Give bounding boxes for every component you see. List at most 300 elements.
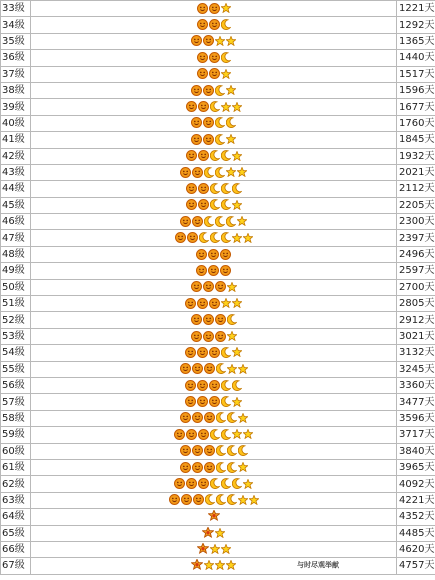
days-cell: 3245天 bbox=[397, 361, 435, 377]
sun-icon bbox=[180, 167, 191, 178]
star-icon bbox=[221, 3, 231, 13]
moon-icon bbox=[221, 150, 231, 161]
level-cell: 56级 bbox=[1, 377, 31, 393]
star-icon bbox=[221, 69, 231, 79]
days-cell: 1845天 bbox=[397, 132, 435, 148]
days-cell: 4620天 bbox=[397, 541, 435, 557]
moon-icon bbox=[215, 134, 225, 145]
sun-icon bbox=[197, 52, 208, 63]
table-row bbox=[1, 115, 435, 131]
sun-icon bbox=[198, 183, 209, 194]
star-icon bbox=[226, 560, 236, 570]
sun-icon bbox=[185, 347, 196, 358]
level-cell: 50级 bbox=[1, 279, 31, 295]
level-cell: 40级 bbox=[1, 115, 31, 131]
table-row bbox=[1, 164, 435, 180]
level-icons-cell bbox=[31, 476, 397, 492]
moon-icon bbox=[210, 150, 220, 161]
moon-icon bbox=[215, 117, 225, 128]
star-icon bbox=[227, 282, 237, 292]
level-cell: 34级 bbox=[1, 17, 31, 33]
level-icons-cell bbox=[31, 394, 397, 410]
sun-icon bbox=[185, 298, 196, 309]
level-icons-cell bbox=[31, 66, 397, 82]
moon-icon bbox=[216, 494, 226, 505]
days-cell: 2205天 bbox=[397, 197, 435, 213]
star-icon bbox=[237, 167, 247, 177]
sun-icon bbox=[198, 478, 209, 489]
table-row bbox=[1, 312, 435, 328]
level-icons-cell bbox=[31, 148, 397, 164]
level-cell: 58级 bbox=[1, 410, 31, 426]
level-icons-cell bbox=[31, 99, 397, 115]
days-cell: 3132天 bbox=[397, 345, 435, 361]
moon-icon bbox=[227, 445, 237, 456]
star-icon bbox=[238, 413, 248, 423]
sun-icon bbox=[174, 478, 185, 489]
table-row bbox=[1, 17, 435, 33]
sun-icon bbox=[191, 134, 202, 145]
moon-icon bbox=[227, 462, 237, 473]
days-cell: 4352天 bbox=[397, 509, 435, 525]
level-cell: 57级 bbox=[1, 394, 31, 410]
moon-icon bbox=[215, 85, 225, 96]
sun-icon bbox=[187, 232, 198, 243]
moon-icon bbox=[221, 396, 231, 407]
table-row bbox=[1, 328, 435, 344]
sun-icon bbox=[209, 298, 220, 309]
star-icon bbox=[238, 495, 248, 505]
moon-icon bbox=[232, 183, 242, 194]
sun-icon bbox=[180, 216, 191, 227]
table-row bbox=[1, 410, 435, 426]
days-cell: 2112天 bbox=[397, 181, 435, 197]
sun-icon bbox=[192, 363, 203, 374]
star-icon bbox=[215, 36, 225, 46]
sun-icon bbox=[175, 232, 186, 243]
sun-icon bbox=[169, 494, 180, 505]
level-cell: 39级 bbox=[1, 99, 31, 115]
days-cell: 1292天 bbox=[397, 17, 435, 33]
moon-icon bbox=[221, 183, 231, 194]
moon-icon bbox=[199, 232, 209, 243]
moon-icon bbox=[221, 232, 231, 243]
moon-icon bbox=[215, 216, 225, 227]
star-icon bbox=[249, 495, 259, 505]
sun-icon bbox=[209, 3, 220, 14]
sun-icon bbox=[198, 150, 209, 161]
sun-icon bbox=[191, 281, 202, 292]
sun-icon bbox=[198, 101, 209, 112]
sun-icon bbox=[204, 363, 215, 374]
level-cell: 48级 bbox=[1, 246, 31, 262]
level-cell: 60级 bbox=[1, 443, 31, 459]
crown-icon bbox=[197, 543, 209, 555]
level-icons-cell bbox=[31, 427, 397, 443]
table-row bbox=[1, 476, 435, 492]
sun-icon bbox=[186, 478, 197, 489]
level-icons-cell bbox=[31, 492, 397, 508]
sun-icon bbox=[215, 331, 226, 342]
sun-icon bbox=[192, 216, 203, 227]
level-cell: 55级 bbox=[1, 361, 31, 377]
days-cell: 3596天 bbox=[397, 410, 435, 426]
level-cell: 64级 bbox=[1, 509, 31, 525]
sun-icon bbox=[220, 265, 231, 276]
star-icon bbox=[226, 36, 236, 46]
days-cell: 2021天 bbox=[397, 164, 435, 180]
sun-icon bbox=[203, 35, 214, 46]
table-row bbox=[1, 541, 435, 557]
sun-icon bbox=[180, 363, 191, 374]
table-row bbox=[1, 132, 435, 148]
star-icon bbox=[232, 347, 242, 357]
moon-icon bbox=[221, 478, 231, 489]
level-cell: 61级 bbox=[1, 459, 31, 475]
level-icons-cell bbox=[31, 33, 397, 49]
star-icon bbox=[243, 429, 253, 439]
level-cell: 53级 bbox=[1, 328, 31, 344]
moon-icon bbox=[221, 52, 231, 63]
star-icon bbox=[238, 462, 248, 472]
table-row bbox=[1, 345, 435, 361]
days-cell: 2912天 bbox=[397, 312, 435, 328]
table-row bbox=[1, 279, 435, 295]
moon-icon bbox=[210, 232, 220, 243]
star-icon bbox=[215, 528, 225, 538]
sun-icon bbox=[174, 429, 185, 440]
level-icons-cell bbox=[31, 558, 397, 574]
star-icon bbox=[215, 560, 225, 570]
moon-icon bbox=[221, 347, 231, 358]
level-cell: 67级 bbox=[1, 558, 31, 574]
crown-icon bbox=[208, 510, 220, 522]
sun-icon bbox=[186, 150, 197, 161]
sun-icon bbox=[203, 134, 214, 145]
star-icon bbox=[227, 331, 237, 341]
sun-icon bbox=[209, 347, 220, 358]
level-icons-cell bbox=[31, 132, 397, 148]
sun-icon bbox=[203, 117, 214, 128]
days-cell: 1596天 bbox=[397, 82, 435, 98]
days-cell: 4757天 bbox=[397, 558, 435, 574]
level-cell: 63级 bbox=[1, 492, 31, 508]
moon-icon bbox=[210, 478, 220, 489]
days-cell: 3360天 bbox=[397, 377, 435, 393]
moon-icon bbox=[216, 445, 226, 456]
days-cell: 1365天 bbox=[397, 33, 435, 49]
level-icons-cell bbox=[31, 328, 397, 344]
sun-icon bbox=[197, 3, 208, 14]
table-row bbox=[1, 197, 435, 213]
level-icons-cell bbox=[31, 263, 397, 279]
moon-icon bbox=[210, 183, 220, 194]
level-cell: 66级 bbox=[1, 541, 31, 557]
days-cell: 1517天 bbox=[397, 66, 435, 82]
days-cell: 1760天 bbox=[397, 115, 435, 131]
moon-icon bbox=[210, 429, 220, 440]
moon-icon bbox=[227, 494, 237, 505]
sun-icon bbox=[191, 35, 202, 46]
star-icon bbox=[232, 200, 242, 210]
days-cell: 2300天 bbox=[397, 214, 435, 230]
star-icon bbox=[232, 233, 242, 243]
sun-icon bbox=[180, 445, 191, 456]
sun-icon bbox=[198, 429, 209, 440]
star-icon bbox=[232, 429, 242, 439]
star-icon bbox=[232, 298, 242, 308]
sun-icon bbox=[186, 199, 197, 210]
days-cell: 1677天 bbox=[397, 99, 435, 115]
table-row bbox=[1, 509, 435, 525]
table-row bbox=[1, 148, 435, 164]
sun-icon bbox=[197, 396, 208, 407]
level-cell: 45级 bbox=[1, 197, 31, 213]
table-row bbox=[1, 394, 435, 410]
level-icons-cell bbox=[31, 115, 397, 131]
level-icons-cell bbox=[31, 50, 397, 66]
sun-icon bbox=[186, 183, 197, 194]
sun-icon bbox=[197, 347, 208, 358]
sun-icon bbox=[185, 396, 196, 407]
sun-icon bbox=[181, 494, 192, 505]
level-icons-cell bbox=[31, 443, 397, 459]
moon-icon bbox=[221, 429, 231, 440]
table-row bbox=[1, 66, 435, 82]
star-icon bbox=[232, 102, 242, 112]
star-icon bbox=[221, 102, 231, 112]
level-icons-cell bbox=[31, 164, 397, 180]
sun-icon bbox=[197, 68, 208, 79]
sun-icon bbox=[196, 249, 207, 260]
level-icons-cell bbox=[31, 541, 397, 557]
level-cell: 38级 bbox=[1, 82, 31, 98]
moon-icon bbox=[232, 478, 242, 489]
level-icons-cell bbox=[31, 279, 397, 295]
sun-icon bbox=[197, 298, 208, 309]
star-icon bbox=[237, 216, 247, 226]
sun-icon bbox=[192, 167, 203, 178]
moon-icon bbox=[227, 314, 237, 325]
table-row bbox=[1, 214, 435, 230]
days-cell: 3717天 bbox=[397, 427, 435, 443]
level-cell: 44级 bbox=[1, 181, 31, 197]
table-row bbox=[1, 1, 435, 17]
moon-icon bbox=[226, 117, 236, 128]
sun-icon bbox=[209, 52, 220, 63]
days-cell: 1440天 bbox=[397, 50, 435, 66]
level-icons-cell bbox=[31, 377, 397, 393]
star-icon bbox=[221, 298, 231, 308]
crown-icon bbox=[191, 559, 203, 571]
sun-icon bbox=[215, 281, 226, 292]
sun-icon bbox=[203, 281, 214, 292]
level-cell: 46级 bbox=[1, 214, 31, 230]
star-icon bbox=[232, 151, 242, 161]
sun-icon bbox=[215, 314, 226, 325]
level-cell: 54级 bbox=[1, 345, 31, 361]
moon-icon bbox=[221, 19, 231, 30]
sun-icon bbox=[185, 380, 196, 391]
days-cell: 2397天 bbox=[397, 230, 435, 246]
level-icons-cell bbox=[31, 345, 397, 361]
table-row bbox=[1, 181, 435, 197]
sun-icon bbox=[192, 445, 203, 456]
level-icons-cell bbox=[31, 509, 397, 525]
days-cell: 4092天 bbox=[397, 476, 435, 492]
sun-icon bbox=[198, 199, 209, 210]
sun-icon bbox=[203, 85, 214, 96]
level-cell: 35级 bbox=[1, 33, 31, 49]
sun-icon bbox=[204, 462, 215, 473]
level-cell: 65级 bbox=[1, 525, 31, 541]
sun-icon bbox=[191, 314, 202, 325]
table-row bbox=[1, 99, 435, 115]
level-cell: 52级 bbox=[1, 312, 31, 328]
level-icons-cell bbox=[31, 181, 397, 197]
table-row bbox=[1, 492, 435, 508]
sun-icon bbox=[208, 249, 219, 260]
moon-icon bbox=[216, 363, 226, 374]
sun-icon bbox=[180, 462, 191, 473]
moon-icon bbox=[226, 216, 236, 227]
days-cell: 3477天 bbox=[397, 394, 435, 410]
level-icons-cell bbox=[31, 459, 397, 475]
sun-icon bbox=[209, 19, 220, 30]
level-icons-cell bbox=[31, 17, 397, 33]
level-icons-cell bbox=[31, 1, 397, 17]
days-cell: 3021天 bbox=[397, 328, 435, 344]
sun-icon bbox=[209, 396, 220, 407]
sun-icon bbox=[197, 380, 208, 391]
sun-icon bbox=[220, 249, 231, 260]
days-cell: 2700天 bbox=[397, 279, 435, 295]
level-cell: 37级 bbox=[1, 66, 31, 82]
level-icons-cell bbox=[31, 82, 397, 98]
level-cell: 51级 bbox=[1, 296, 31, 312]
level-cell: 36级 bbox=[1, 50, 31, 66]
table-row bbox=[1, 525, 435, 541]
sun-icon bbox=[204, 445, 215, 456]
credit-text: 与时尽观举献 bbox=[297, 561, 339, 570]
sun-icon bbox=[209, 68, 220, 79]
moon-icon bbox=[204, 167, 214, 178]
table-row bbox=[1, 361, 435, 377]
table-row bbox=[1, 50, 435, 66]
table-row bbox=[1, 246, 435, 262]
moon-icon bbox=[216, 462, 226, 473]
level-cell: 59级 bbox=[1, 427, 31, 443]
sun-icon bbox=[191, 117, 202, 128]
star-icon bbox=[243, 233, 253, 243]
sun-icon bbox=[192, 412, 203, 423]
star-icon bbox=[210, 544, 220, 554]
level-icons-cell bbox=[31, 361, 397, 377]
star-icon bbox=[232, 397, 242, 407]
moon-icon bbox=[221, 380, 231, 391]
level-icons-cell bbox=[31, 214, 397, 230]
days-cell: 3965天 bbox=[397, 459, 435, 475]
moon-icon bbox=[210, 199, 220, 210]
level-icons-cell bbox=[31, 312, 397, 328]
level-icons-cell bbox=[31, 410, 397, 426]
level-icons-cell bbox=[31, 296, 397, 312]
sun-icon bbox=[196, 265, 207, 276]
sun-icon bbox=[209, 380, 220, 391]
sun-icon bbox=[180, 412, 191, 423]
sun-icon bbox=[186, 429, 197, 440]
level-icons-cell bbox=[31, 525, 397, 541]
star-icon bbox=[204, 560, 214, 570]
table-row bbox=[1, 558, 435, 574]
star-icon bbox=[226, 167, 236, 177]
sun-icon bbox=[203, 314, 214, 325]
days-cell: 4221天 bbox=[397, 492, 435, 508]
days-cell: 4485天 bbox=[397, 525, 435, 541]
table-row bbox=[1, 33, 435, 49]
table-row bbox=[1, 263, 435, 279]
table-row bbox=[1, 377, 435, 393]
table-row bbox=[1, 427, 435, 443]
level-cell: 43级 bbox=[1, 164, 31, 180]
crown-icon bbox=[202, 527, 214, 539]
sun-icon bbox=[203, 331, 214, 342]
level-cell: 42级 bbox=[1, 148, 31, 164]
level-cell: 62级 bbox=[1, 476, 31, 492]
table-row bbox=[1, 443, 435, 459]
days-cell: 2597天 bbox=[397, 263, 435, 279]
sun-icon bbox=[192, 462, 203, 473]
moon-icon bbox=[227, 412, 237, 423]
star-icon bbox=[221, 544, 231, 554]
level-cell: 49级 bbox=[1, 263, 31, 279]
moon-icon bbox=[232, 380, 242, 391]
star-icon bbox=[238, 364, 248, 374]
level-cell: 33级 bbox=[1, 1, 31, 17]
moon-icon bbox=[238, 445, 248, 456]
level-icons-cell bbox=[31, 230, 397, 246]
moon-icon bbox=[216, 412, 226, 423]
sun-icon bbox=[197, 19, 208, 30]
sun-icon bbox=[191, 331, 202, 342]
table-row bbox=[1, 459, 435, 475]
moon-icon bbox=[215, 167, 225, 178]
level-icons-cell bbox=[31, 246, 397, 262]
level-cell: 41级 bbox=[1, 132, 31, 148]
star-icon bbox=[226, 134, 236, 144]
level-cell: 47级 bbox=[1, 230, 31, 246]
days-cell: 2805天 bbox=[397, 296, 435, 312]
moon-icon bbox=[205, 494, 215, 505]
days-cell: 3840天 bbox=[397, 443, 435, 459]
days-cell: 1221天 bbox=[397, 1, 435, 17]
star-icon bbox=[243, 479, 253, 489]
star-icon bbox=[226, 85, 236, 95]
moon-icon bbox=[210, 101, 220, 112]
level-icons-cell bbox=[31, 197, 397, 213]
sun-icon bbox=[204, 412, 215, 423]
level-table-body bbox=[1, 1, 435, 575]
sun-icon bbox=[186, 101, 197, 112]
days-cell: 2496天 bbox=[397, 246, 435, 262]
sun-icon bbox=[191, 85, 202, 96]
moon-icon bbox=[204, 216, 214, 227]
table-row bbox=[1, 296, 435, 312]
table-row bbox=[1, 230, 435, 246]
days-cell: 1932天 bbox=[397, 148, 435, 164]
star-icon bbox=[227, 364, 237, 374]
sun-icon bbox=[208, 265, 219, 276]
